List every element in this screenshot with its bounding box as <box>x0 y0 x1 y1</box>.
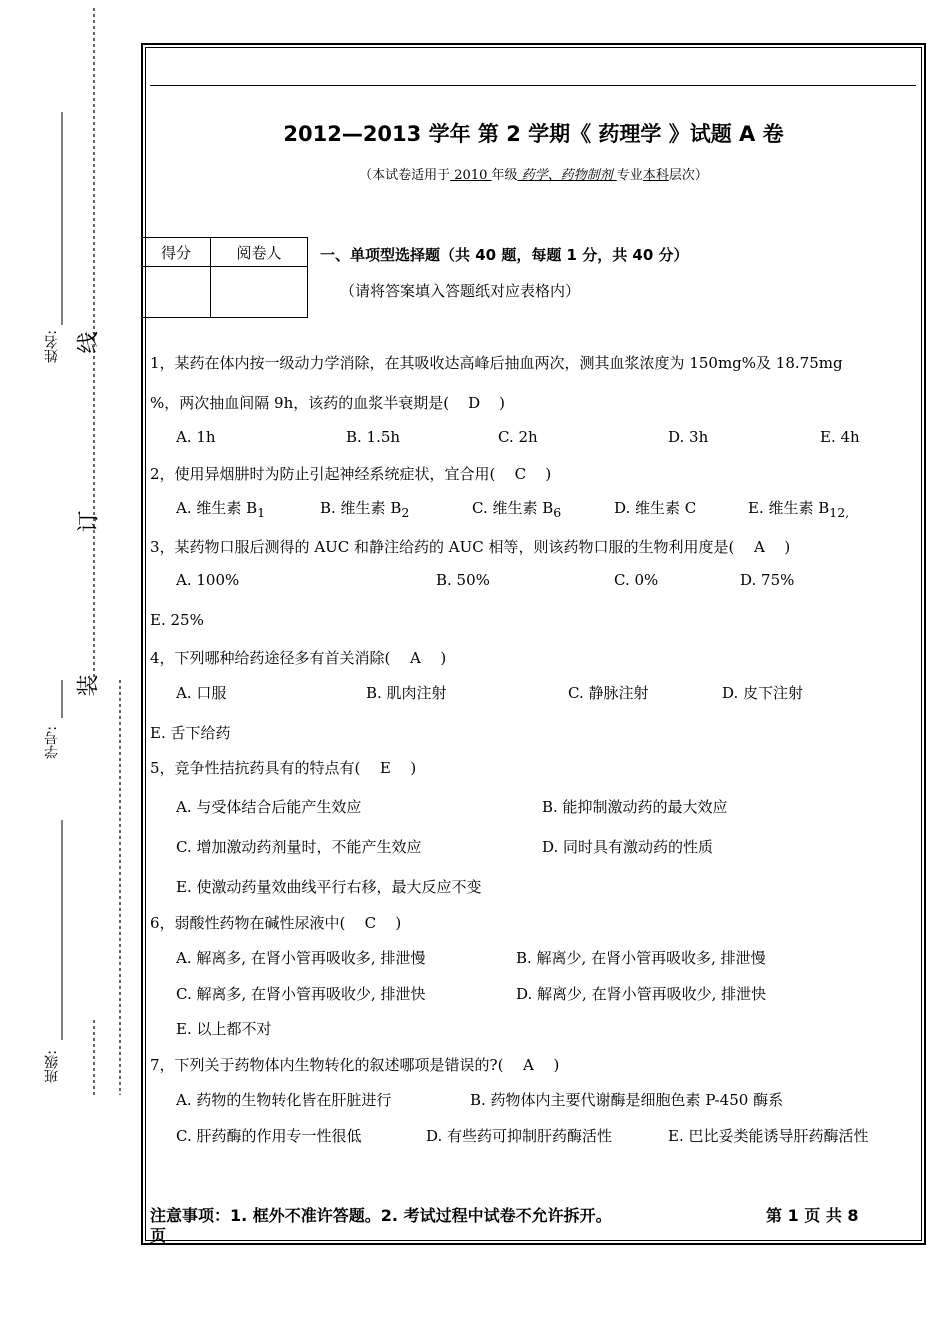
header-rule <box>150 85 916 86</box>
q7-option-a: A. 药物的生物转化皆在肝脏进行 <box>176 1091 392 1109</box>
q3-option-a: A. 100% <box>176 571 240 589</box>
q5-option-a: A. 与受体结合后能产生效应 <box>176 798 362 816</box>
question-2-stem: 2，使用异烟肼时为防止引起神经系统症状，宜合用( C ) <box>150 465 552 483</box>
q5-option-e: E. 使激动药量效曲线平行右移，最大反应不变 <box>176 878 482 896</box>
q2-option-c: C. 维生素 $B_6$ <box>472 499 562 520</box>
q6-option-d: D. 解离少, 在肾小管再吸收少, 排泄快 <box>516 985 767 1003</box>
q2-option-a: A. 维生素 $B_1$ <box>176 499 266 520</box>
q6-option-a: A. 解离多, 在肾小管再吸收多, 排泄慢 <box>176 949 426 967</box>
q7-option-e: E. 巴比妥类能诱导肝药酶活性 <box>668 1127 869 1145</box>
binding-lines <box>0 0 140 1317</box>
question-6-stem: 6，弱酸性药物在碱性尿液中( C ) <box>150 914 402 932</box>
score-table <box>141 237 308 318</box>
section-title: 一、单项型选择题（共 40 题，每题 1 分，共 40 分） <box>320 246 689 264</box>
question-4-stem: 4，下列哪种给药途径多有首关消除( A ) <box>150 649 447 667</box>
q4-option-b: B. 肌肉注射 <box>366 684 447 702</box>
q2-option-e: E. 维生素 $B_{12,}$ <box>748 499 850 520</box>
score-cell[interactable] <box>142 267 211 318</box>
question-2-answer: C <box>514 465 527 483</box>
question-3-stem: 3，某药物口服后测得的 AUC 和静注给药的 AUC 相等，则该药物口服的生物利用度是( A ) <box>150 538 791 556</box>
q6-option-c: C. 解离多, 在肾小管再吸收少, 排泄快 <box>176 985 426 1003</box>
student-id-label: 学号: <box>44 726 60 759</box>
q4-option-a: A. 口服 <box>176 684 227 702</box>
q2-option-b: B. 维生素 $B_2$ <box>320 499 410 520</box>
section-note: （请将答案填入答题纸对应表格内） <box>340 282 581 300</box>
grader-cell[interactable] <box>211 267 308 318</box>
q3-option-b: B. 50% <box>436 571 490 589</box>
q5-option-c: C. 增加激动药剂量时，不能产生效应 <box>176 838 422 856</box>
q4-option-e: E. 舌下给药 <box>150 724 231 742</box>
q6-option-b: B. 解离少, 在肾小管再吸收多, 排泄慢 <box>516 949 766 967</box>
q7-option-d: D. 有些药可抑制肝药酶活性 <box>426 1127 613 1145</box>
q3-option-d: D. 75% <box>740 571 795 589</box>
binding-char-zhuang: 装 <box>76 674 102 697</box>
grader-header: 阅卷人 <box>211 238 308 267</box>
binding-char-line: 线 <box>76 331 102 354</box>
score-header: 得分 <box>142 238 211 267</box>
q4-option-d: D. 皮下注射 <box>722 684 804 702</box>
binding-char-ding: 订 <box>76 510 102 533</box>
q2-option-d: D. 维生素 C <box>614 499 697 517</box>
q3-option-c: C. 0% <box>614 571 659 589</box>
q7-option-c: C. 肝药酶的作用专一性很低 <box>176 1127 362 1145</box>
name-label: 姓名: <box>44 330 60 363</box>
q5-option-b: B. 能抑制激动药的最大效应 <box>542 798 728 816</box>
question-7-answer: A <box>523 1056 534 1074</box>
question-1-answer: D <box>468 394 481 412</box>
q6-option-e: E. 以上都不对 <box>176 1020 272 1038</box>
page-number-unit: 页 <box>150 1226 167 1245</box>
exam-subtitle: （本试卷适用于 2010 年级 药学、药物制剂 专业本科层次） <box>359 168 708 183</box>
q5-option-d: D. 同时具有激动药的性质 <box>542 838 714 856</box>
q3-option-e: E. 25% <box>150 611 204 629</box>
class-label: 班级: <box>44 1050 60 1083</box>
q1-option-a: A. 1h <box>176 428 216 446</box>
question-7-stem: 7，下列关于药物体内生物转化的叙述哪项是错误的?( A ) <box>150 1056 560 1074</box>
q7-option-b: B. 药物体内主要代谢酶是细胞色素 P-450 酶系 <box>470 1091 784 1109</box>
exam-title: 2012—2013 学年 第 2 学期《 药理学 》试题 A 卷 <box>283 122 784 146</box>
q4-option-c: C. 静脉注射 <box>568 684 649 702</box>
question-4-answer: A <box>409 649 421 667</box>
question-1-stem: 1，某药在体内按一级动力学消除，在其吸收达高峰后抽血两次，测其血浆浓度为 150mg%及 18.75mg <box>150 354 843 372</box>
footer-note: 注意事项：1. 框外不准许答题。2. 考试过程中试卷不允许拆开。 <box>150 1206 612 1225</box>
q1-option-b: B. 1.5h <box>346 428 401 446</box>
question-5-answer: E <box>379 759 391 777</box>
q1-option-d: D. 3h <box>668 428 709 446</box>
question-6-answer: C <box>364 914 377 932</box>
question-1-stem-cont: %，两次抽血间隔 9h，该药的血浆半衰期是( D ) <box>150 394 505 412</box>
q1-option-e: E. 4h <box>820 428 860 446</box>
page-number: 第 1 页 共 8 <box>766 1206 859 1225</box>
question-5-stem: 5，竞争性拮抗药具有的特点有( E ) <box>150 759 417 777</box>
question-3-answer: A <box>753 538 765 556</box>
q1-option-c: C. 2h <box>498 428 538 446</box>
